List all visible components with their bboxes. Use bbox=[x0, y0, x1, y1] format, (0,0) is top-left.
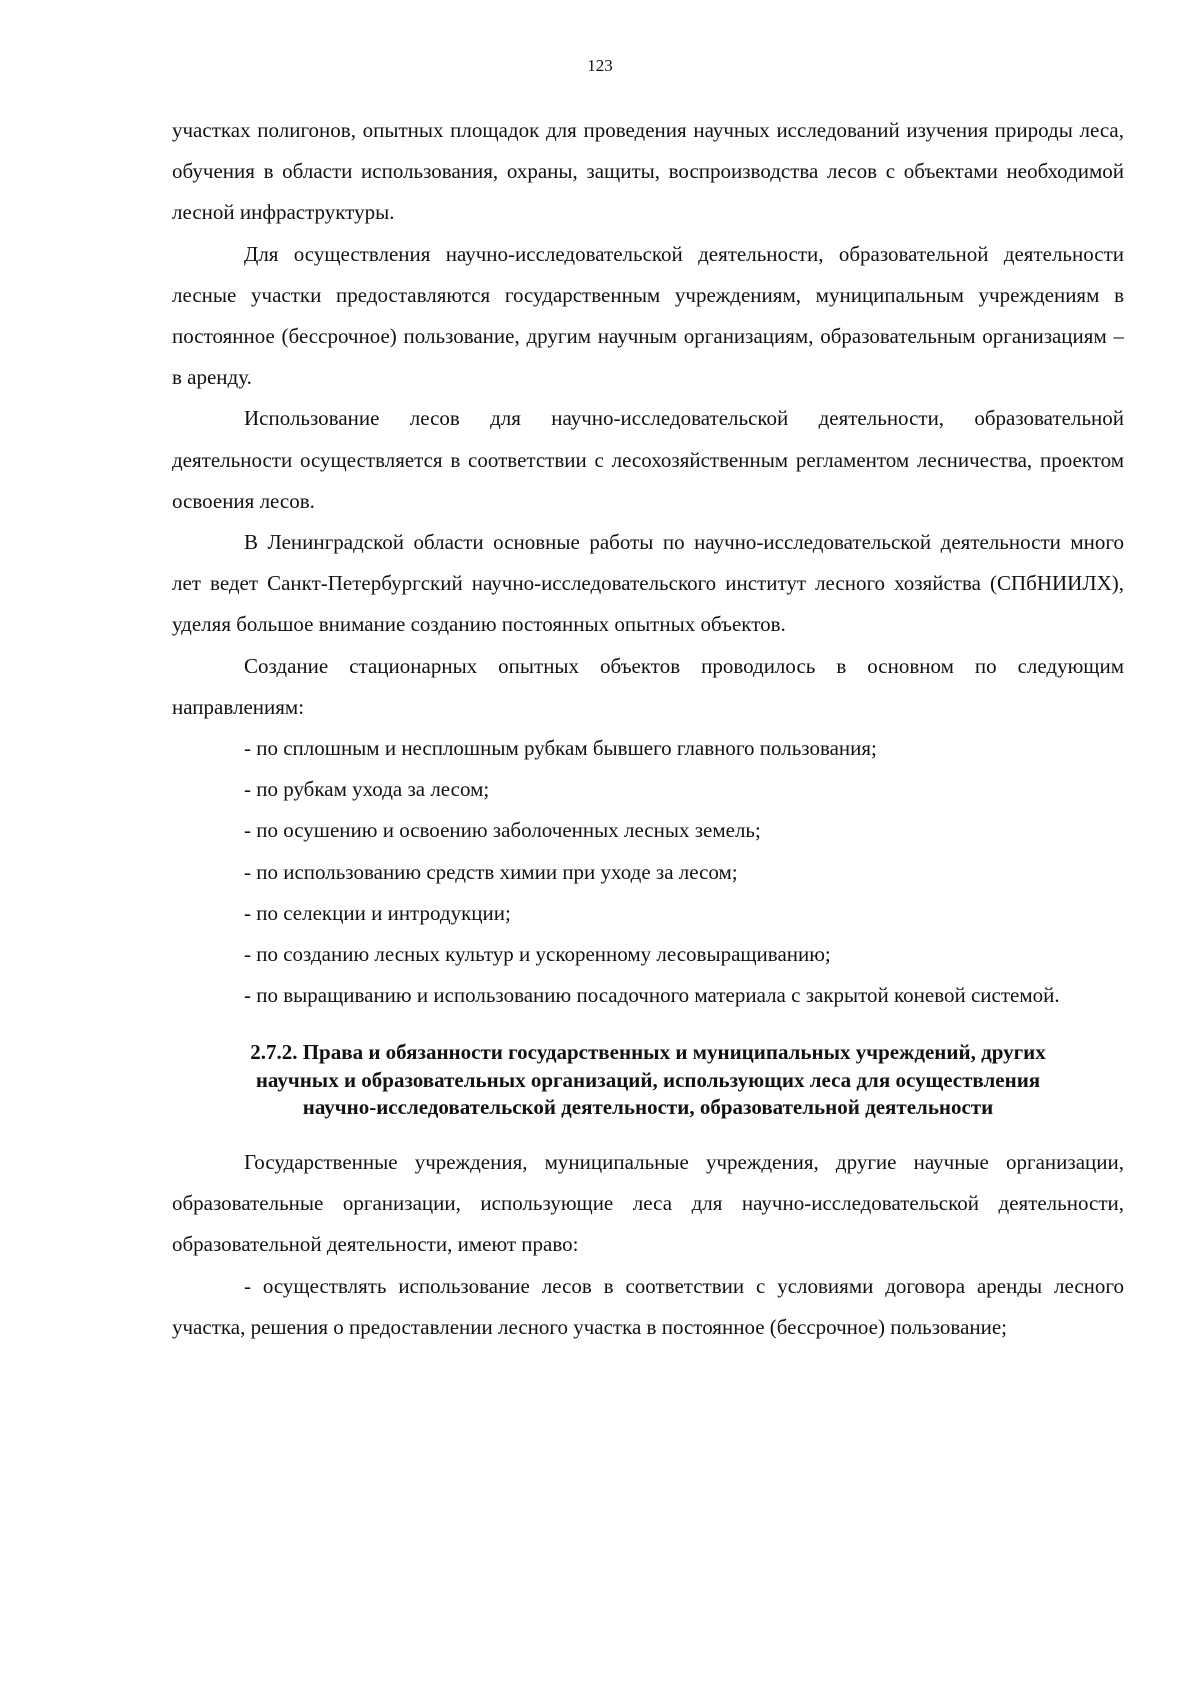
paragraph-rights-intro: Государственные учреждения, муниципальные учреждения, другие научные организации, образовательные организации, использующие леса для научно-исследовательской деятельности, образовательной деятельности, имеют право: bbox=[172, 1149, 1124, 1257]
page-number: 123 bbox=[587, 56, 613, 75]
paragraph-provision: Для осуществления научно-исследовательской деятельности, образовательной деятельности лесные участки предоставляются государственным учреждениям, муниципальным учреждениям в постоянное (бессрочное) пользование, другим научным организациям, образовательным организациям – в аренду. bbox=[172, 241, 1124, 390]
direction-list-item: - по осушению и освоению заболоченных лесных земель; bbox=[244, 818, 761, 843]
direction-list-item: - по выращиванию и использованию посадочного материала с закрытой коневой системой. bbox=[244, 983, 1060, 1008]
section-heading-line: 2.7.2. Права и обязанности государственных и муниципальных учреждений, других bbox=[250, 1040, 1046, 1065]
direction-list-item: - по сплошным и несплошным рубкам бывшего главного пользования; bbox=[244, 736, 877, 761]
direction-list-item: - по рубкам ухода за лесом; bbox=[244, 777, 490, 802]
page-content bbox=[172, 110, 1124, 1348]
section-heading bbox=[172, 1039, 1124, 1122]
direction-list-item: - по селекции и интродукции; bbox=[244, 900, 511, 925]
direction-list-item: - по созданию лесных культур и ускоренному лесовыращиванию; bbox=[244, 942, 831, 967]
paragraph-regulation: Использование лесов для научно-исследовательской деятельности, образовательной деятельности осуществляется в соответствии с лесохозяйственным регламентом лесничества, проектом освоения лесов. bbox=[172, 406, 1124, 513]
direction-list-item: - по использованию средств химии при уходе за лесом; bbox=[244, 859, 738, 884]
section-heading-line: научно-исследовательской деятельности, образовательной деятельности bbox=[302, 1095, 994, 1120]
paragraph-leningrad: В Ленинградской области основные работы по научно-исследовательской деятельности много лет ведет Санкт-Петербургский научно-исследовательского институт лесного хозяйства (СПбНИИЛХ), уделяя большое внимание созданию постоянных опытных объектов. bbox=[172, 530, 1124, 637]
paragraph-continuation: участках полигонов, опытных площадок для проведения научных исследований изучения природы леса, обучения в области использования, охраны, защиты, воспроизводства лесов с объектами необходимой лесной инфраструктуры. bbox=[172, 118, 1124, 225]
paragraph-right-1: - осуществлять использование лесов в соответствии с условиями договора аренды лесного участка, решения о предоставлении лесного участка в постоянное (бессрочное) пользование; bbox=[172, 1273, 1124, 1339]
section-heading-line: научных и образовательных организаций, использующих леса для осуществления bbox=[255, 1067, 1041, 1092]
paragraph-directions-intro: Создание стационарных опытных объектов проводилось в основном по следующим направлениям: bbox=[172, 653, 1124, 719]
